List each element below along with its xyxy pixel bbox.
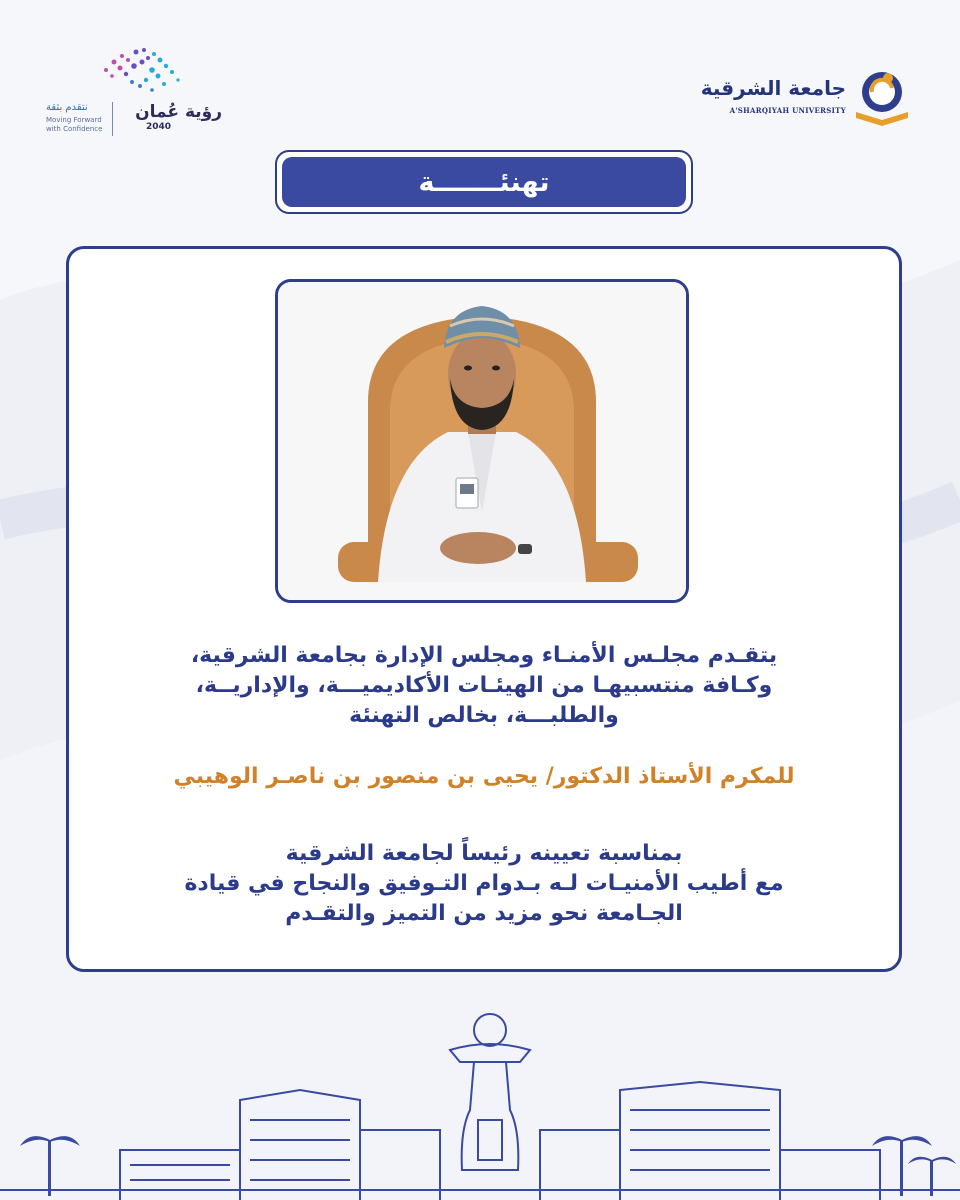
message-line: والطلبـــة، بخالص التهنئة [349,703,619,728]
title-text: تهنئـــــــة [282,157,686,207]
vision-year: 2040 [146,122,172,132]
honoree-photo [275,279,689,603]
message-intro [109,641,859,731]
message-line: الجـامعة نحو مزيد من التميز والتقـدم [285,901,683,926]
message-line: بمناسبة تعيينه رئيساً لجامعة الشرقية [285,841,683,866]
title-banner [275,150,693,214]
message-closing [109,839,859,929]
message-line: مع أطيب الأمنيـات لـه بـدوام التـوفيق والنجاح في قيادة [184,871,784,896]
message-line: وكـافة منتسبيهـا من الهيئـات الأكاديميـــة، والإداريــة، [195,673,773,698]
university-name-arabic: جامعة الشرقية [700,76,846,100]
university-name-english: A'SHARQIYAH UNIVERSITY [729,106,846,115]
oman-vision-logo [46,40,236,140]
vision-tagline-english: Moving Forward with Confidence [46,116,103,133]
vision-dots-icon [86,40,196,110]
campus-skyline-illustration [0,990,960,1200]
vision-divider [112,102,113,136]
vision-arabic-name: رؤية عُمان [135,102,222,122]
portrait-illustration [278,282,686,600]
university-emblem-icon [850,68,914,130]
congratulation-card [66,246,902,972]
university-logo [694,64,914,134]
vision-tagline-arabic: نتقدم بثقة [46,102,88,113]
message-line: يتقـدم مجلـس الأمنـاء ومجلس الإدارة بجامعة الشرقية، [190,643,778,668]
honoree-name: للمكرم الأستاذ الدكتور/ يحيى بن منصور بن ناصـر الوهيبي [173,764,795,789]
